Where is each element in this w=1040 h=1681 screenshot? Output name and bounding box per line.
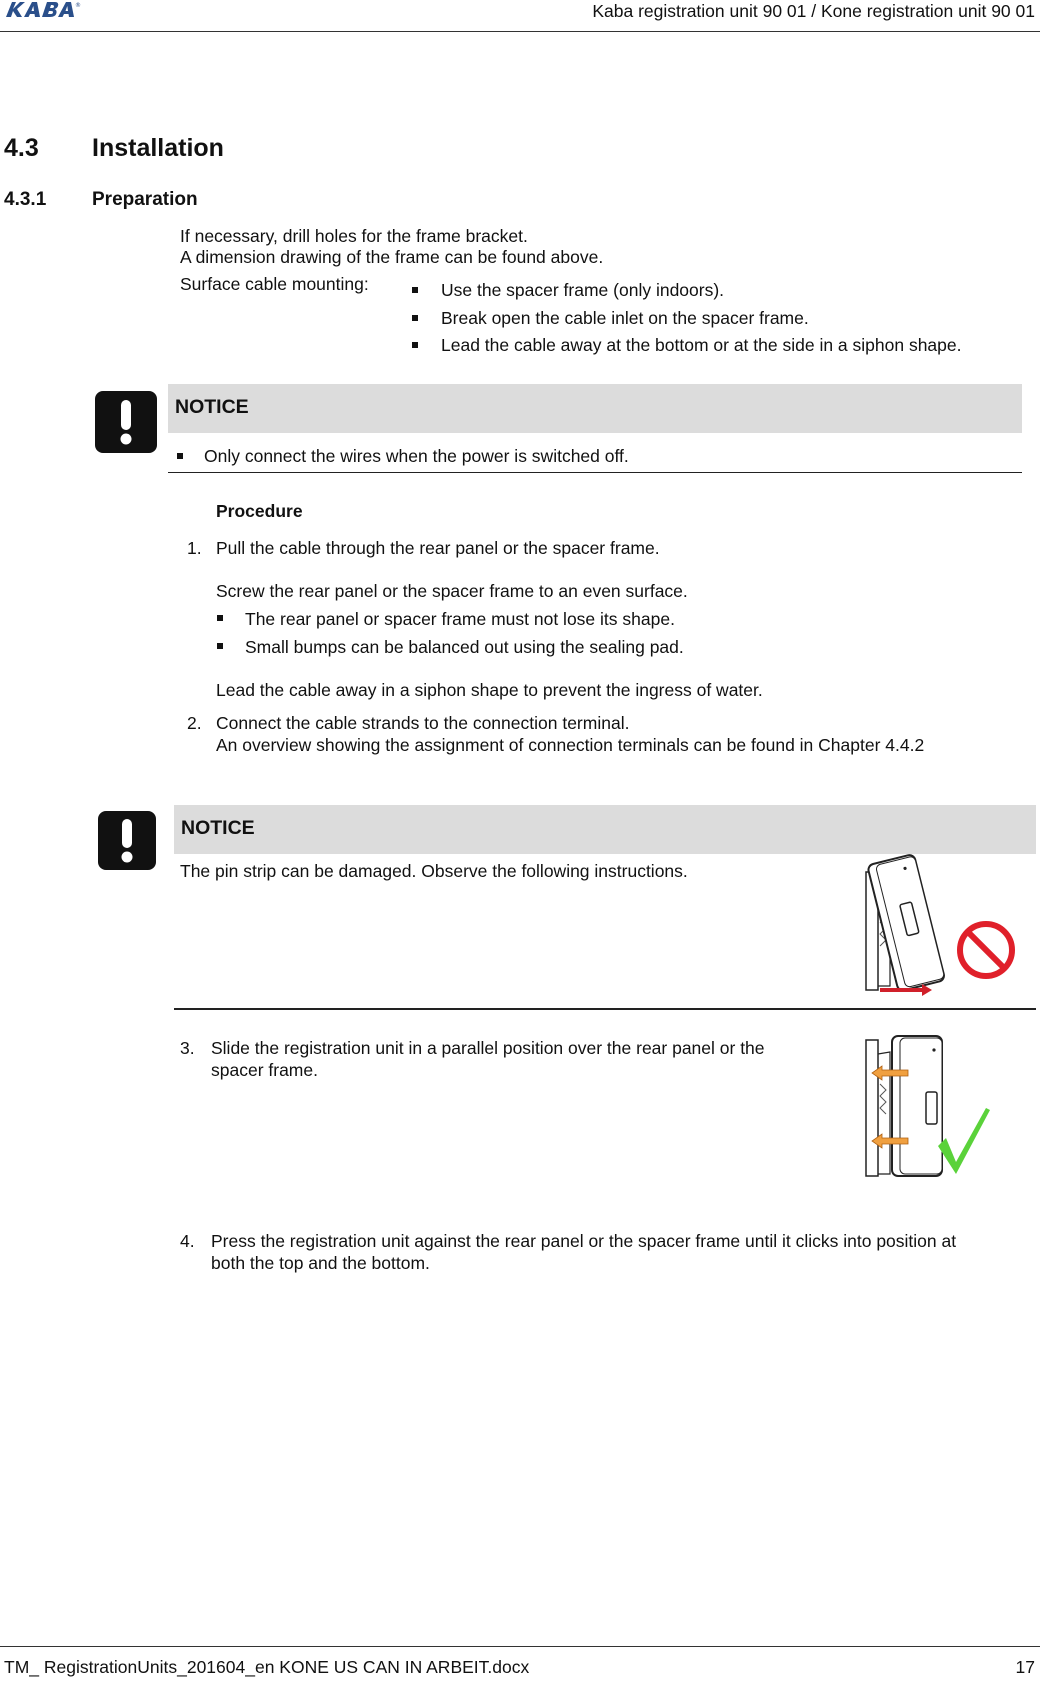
notice-1-bullet: Only connect the wires when the power is switched off. [204, 446, 629, 466]
footer-rule [0, 1646, 1040, 1647]
section-number: 4.3 [4, 134, 39, 162]
bullet-icon [412, 315, 418, 321]
tilted-installation-illustration [860, 852, 1020, 1000]
procedure-heading: Procedure [216, 501, 303, 521]
step-4-line-2: both the top and the bottom. [211, 1253, 430, 1273]
step-2-num: 2. [187, 713, 202, 733]
bullet-icon [412, 342, 418, 348]
notice-1-rule [168, 472, 1022, 473]
header-title: Kaba registration unit 90 01 / Kone registration unit 90 01 [592, 1, 1035, 21]
surface-bullet-2: Break open the cable inlet on the spacer frame. [441, 308, 809, 328]
notice-2-text: The pin strip can be damaged. Observe the following instructions. [180, 861, 688, 881]
notice-2-rule [174, 1008, 1036, 1010]
svg-text:®: ® [75, 2, 81, 9]
step-4-num: 4. [180, 1231, 195, 1251]
kaba-logo-icon [2, 0, 82, 18]
intro-line-2: A dimension drawing of the frame can be found above. [180, 247, 604, 267]
notice-2-title: NOTICE [181, 817, 255, 839]
footer-filename: TM_ RegistrationUnits_201604_en KONE US CAN IN ARBEIT.docx [4, 1657, 530, 1677]
step-3-num: 3. [180, 1038, 195, 1058]
surface-bullet-1: Use the spacer frame (only indoors). [441, 280, 725, 300]
step-4-line-1: Press the registration unit against the rear panel or the spacer frame until it clicks into position at [211, 1231, 957, 1251]
step-2-line-2: An overview showing the assignment of connection terminals can be found in Chapter 4.4.2 [216, 735, 925, 755]
step-3-line-1: Slide the registration unit in a parallel position over the rear panel or the [211, 1038, 765, 1058]
screw-bullet-2: Small bumps can be balanced out using the sealing pad. [245, 637, 684, 657]
step-1-text: Pull the cable through the rear panel or the spacer frame. [216, 538, 660, 558]
warning-icon [95, 391, 157, 453]
parallel-installation-illustration [862, 1034, 992, 1180]
step-1-num: 1. [187, 538, 202, 558]
subsection-number: 4.3.1 [4, 189, 47, 210]
surface-bullet-3: Lead the cable away at the bottom or at the side in a siphon shape. [441, 335, 962, 355]
subsection-title: Preparation [92, 189, 198, 210]
notice-2-bar [174, 805, 1036, 854]
step-2-line-1: Connect the cable strands to the connection terminal. [216, 713, 630, 733]
bullet-icon [412, 287, 418, 293]
notice-1-bar [168, 384, 1022, 433]
lead-text: Lead the cable away in a siphon shape to prevent the ingress of water. [216, 680, 763, 700]
brand-logo [2, 0, 82, 18]
screw-bullet-1: The rear panel or spacer frame must not lose its shape. [245, 609, 675, 629]
page-number: 17 [1015, 1657, 1035, 1677]
bullet-icon [217, 615, 223, 621]
surface-label: Surface cable mounting: [180, 274, 369, 294]
header-rule [0, 31, 1040, 32]
bullet-icon [177, 453, 183, 459]
intro-line-1: If necessary, drill holes for the frame bracket. [180, 226, 528, 246]
notice-1-title: NOTICE [175, 396, 249, 418]
bullet-icon [217, 643, 223, 649]
screw-text: Screw the rear panel or the spacer frame to an even surface. [216, 581, 688, 601]
warning-icon [98, 811, 156, 870]
step-3-line-2: spacer frame. [211, 1060, 318, 1080]
section-title: Installation [92, 134, 224, 162]
